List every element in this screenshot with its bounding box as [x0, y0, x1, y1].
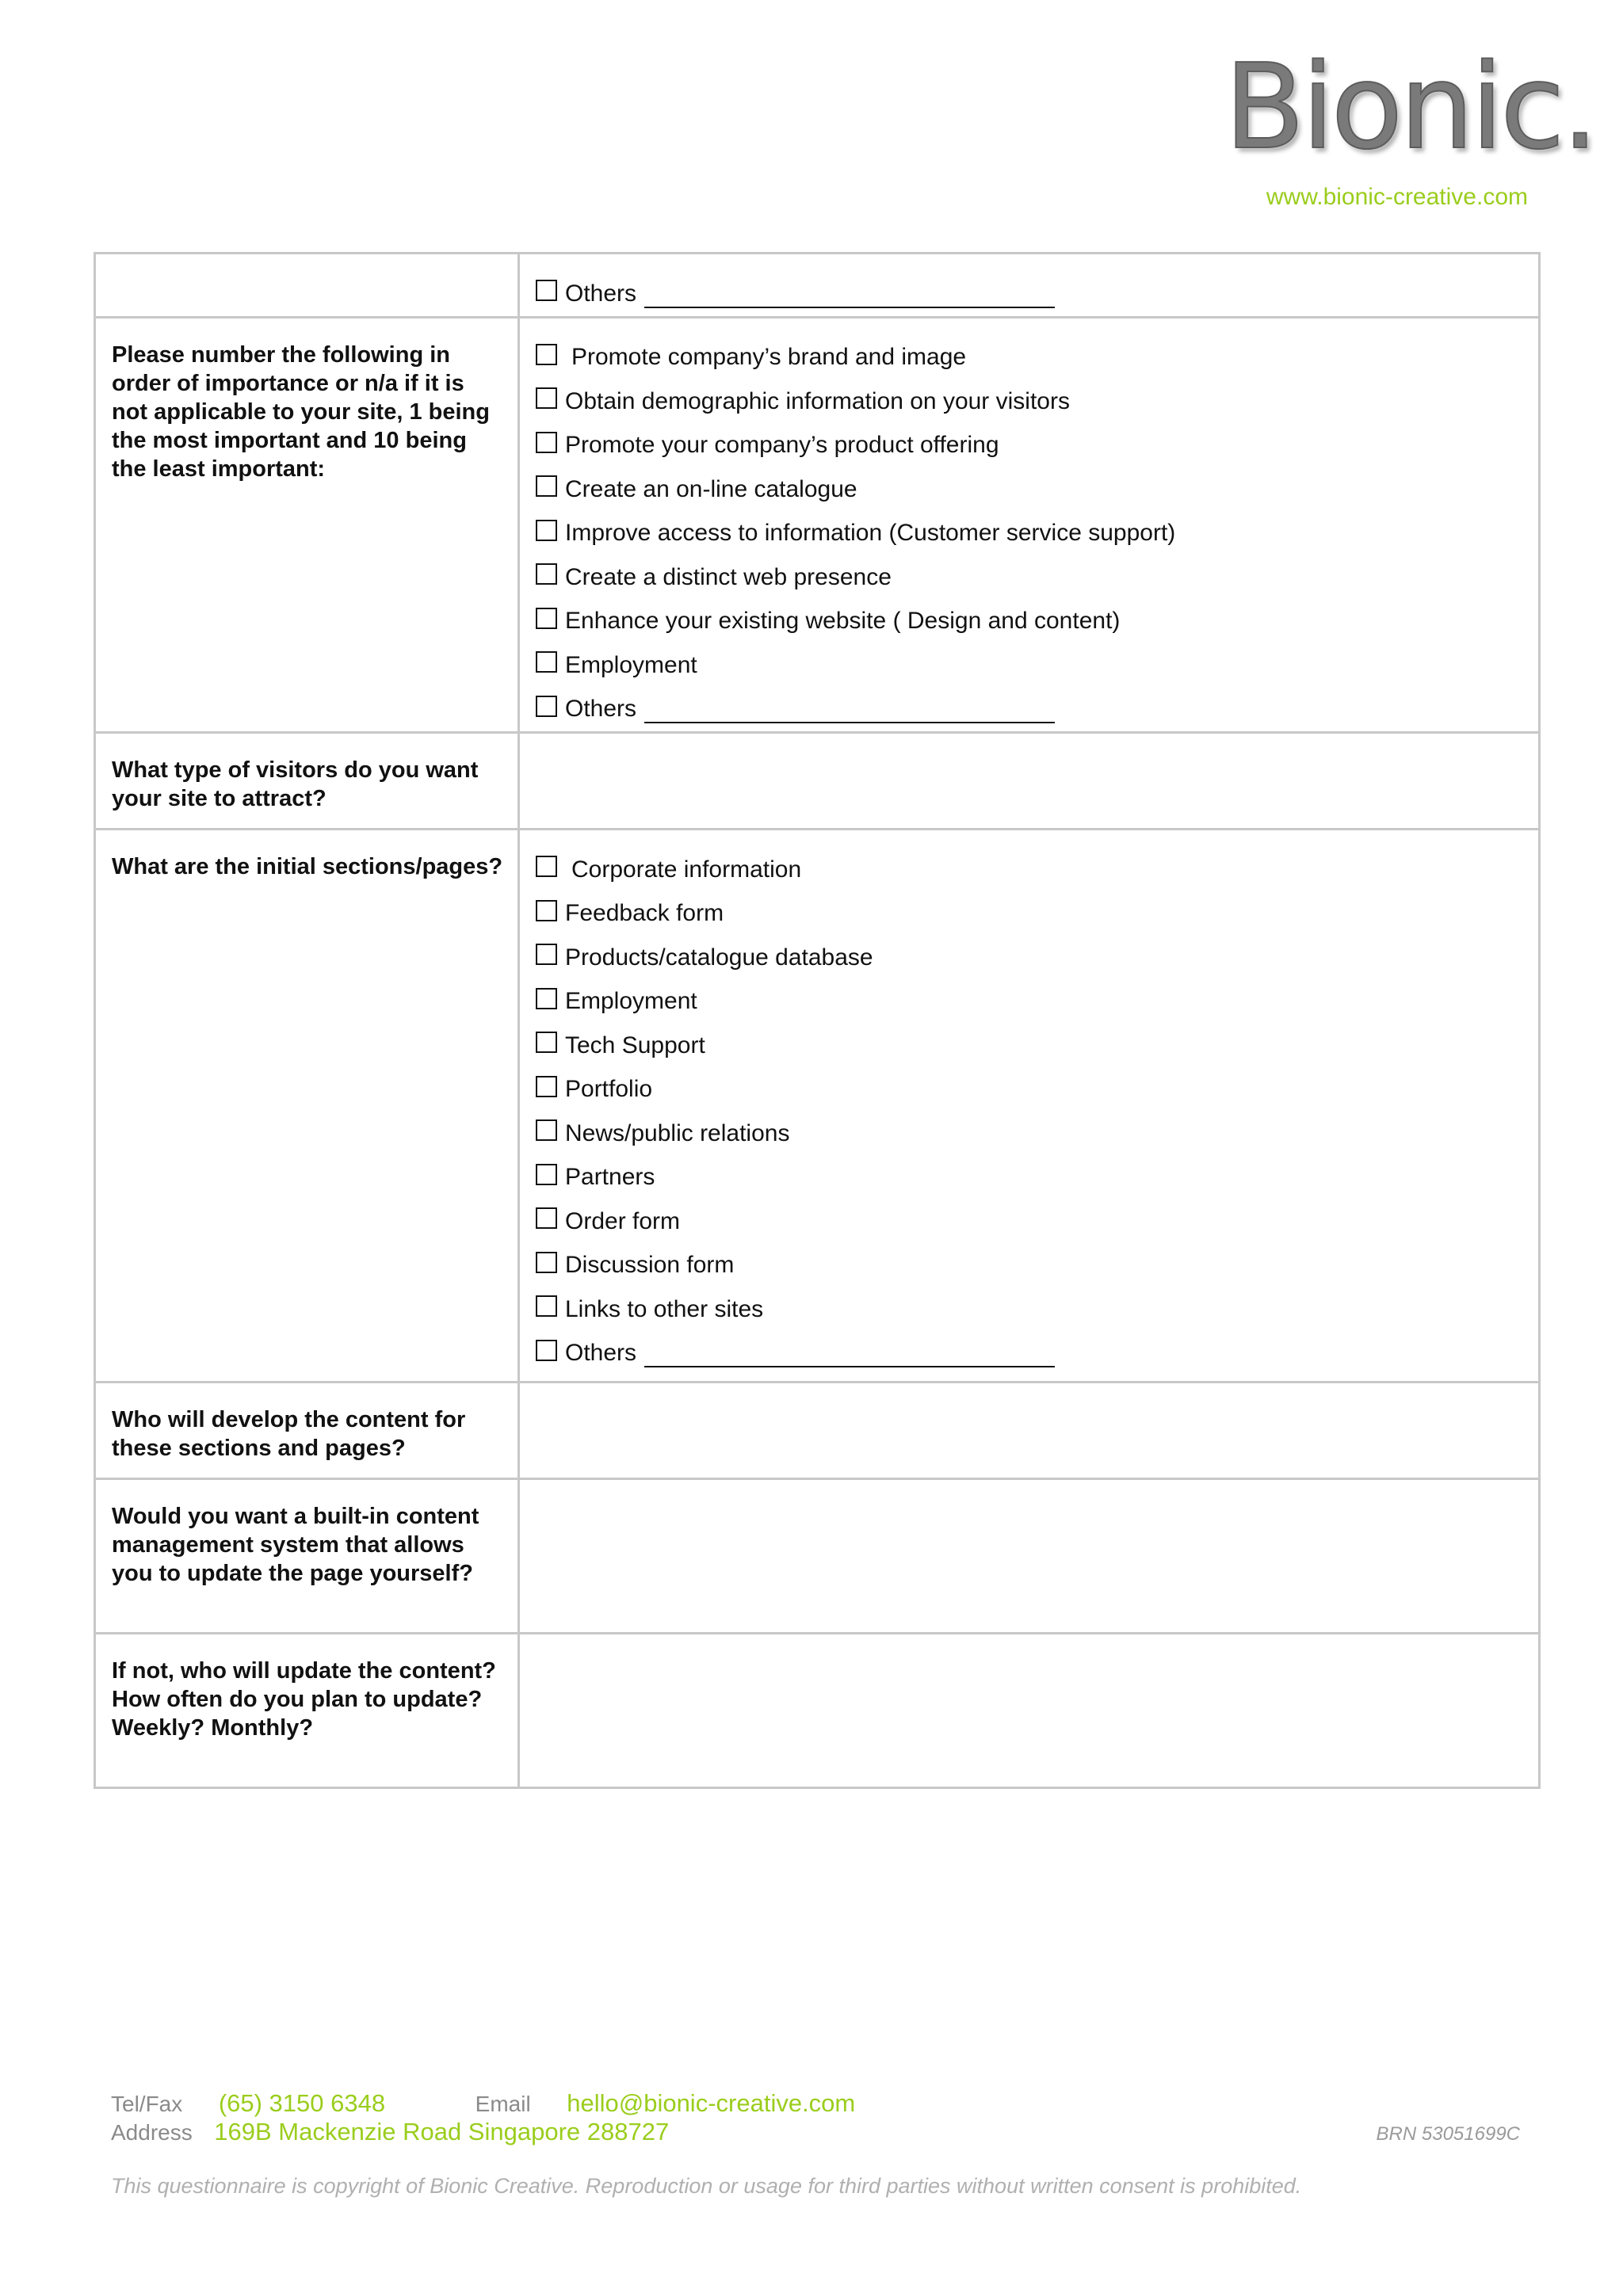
checkbox-icon[interactable]: [536, 432, 557, 453]
checkbox-icon[interactable]: [536, 1076, 557, 1097]
question-label: Who will develop the content for these sections and pages?: [95, 1383, 519, 1479]
question-label: [95, 254, 519, 318]
option-label: Others: [565, 696, 637, 723]
checkbox-icon[interactable]: [536, 387, 557, 409]
option-label: Others: [565, 280, 637, 307]
answer-cell[interactable]: [519, 1634, 1540, 1788]
email-label: Email: [475, 2092, 531, 2116]
answer-cell: [519, 830, 1540, 1383]
option-label: Portfolio: [565, 1076, 653, 1103]
checkbox-icon[interactable]: [536, 1119, 557, 1141]
option-label: Others: [565, 1340, 637, 1367]
bionic-logo: Bionic.: [1224, 39, 1596, 175]
checkbox-icon[interactable]: [536, 1340, 557, 1361]
email-value[interactable]: hello@bionic-creative.com: [567, 2089, 856, 2117]
checkbox-option[interactable]: [536, 936, 1538, 980]
checkbox-option[interactable]: [536, 1156, 1538, 1200]
option-label: Obtain demographic information on your visitors: [565, 387, 1070, 414]
checkbox-option[interactable]: [536, 272, 1538, 316]
checkbox-icon[interactable]: [536, 1207, 557, 1229]
questionnaire-table: [94, 252, 1541, 1789]
checkbox-option[interactable]: [536, 688, 1538, 732]
option-label: Improve access to information (Customer service support): [565, 520, 1176, 547]
question-row: [95, 830, 1540, 1383]
checkbox-option[interactable]: [536, 600, 1538, 644]
checkbox-icon[interactable]: [536, 900, 557, 921]
checkbox-icon[interactable]: [536, 696, 557, 717]
checkbox-icon[interactable]: [536, 563, 557, 585]
checkbox-option[interactable]: [536, 980, 1538, 1024]
option-label: Partners: [565, 1164, 655, 1191]
checkbox-option[interactable]: [536, 555, 1538, 600]
checkbox-option[interactable]: [536, 1332, 1538, 1376]
checkbox-option[interactable]: [536, 1024, 1538, 1068]
option-label: Promote company’s brand and image: [571, 344, 967, 371]
question-label: What type of visitors do you want your site to attract?: [95, 733, 519, 830]
answer-cell[interactable]: [519, 1479, 1540, 1634]
checkbox-icon[interactable]: [536, 988, 557, 1009]
checkbox-icon[interactable]: [536, 651, 557, 673]
tel-label: Tel/Fax: [111, 2092, 183, 2116]
question-row: [95, 733, 1540, 830]
question-row: [95, 254, 1540, 318]
option-label: Tech Support: [565, 1032, 705, 1058]
checkbox-option[interactable]: [536, 848, 1538, 892]
checkbox-option[interactable]: [536, 467, 1538, 512]
footer-address: [111, 2118, 669, 2146]
checkbox-option[interactable]: [536, 1112, 1538, 1156]
checkbox-icon[interactable]: [536, 608, 557, 629]
checkbox-option[interactable]: [536, 336, 1538, 380]
copyright-notice: This questionnaire is copyright of Bionic Creative. Reproduction or usage for third parties without written consent is prohibited.: [111, 2174, 1302, 2198]
question-label: Please number the following in order of importance or n/a if it is not applicable to your site, 1 being the most important and 10 being the least important:: [95, 317, 519, 733]
checkbox-option[interactable]: [536, 1244, 1538, 1288]
brn-number: BRN 53051699C: [1376, 2123, 1520, 2145]
option-label: Create a distinct web presence: [565, 563, 892, 590]
question-label: Would you want a built-in content management system that allows you to update the page yourself?: [95, 1479, 519, 1634]
question-row: [95, 317, 1540, 733]
checkbox-option[interactable]: [536, 643, 1538, 688]
checkbox-icon[interactable]: [536, 944, 557, 965]
checkbox-option[interactable]: [536, 892, 1538, 936]
checkbox-icon[interactable]: [536, 1032, 557, 1053]
checkbox-option[interactable]: [536, 512, 1538, 556]
option-label: News/public relations: [565, 1119, 790, 1146]
footer-contact: [111, 2089, 855, 2118]
checkbox-option[interactable]: [536, 424, 1538, 468]
answer-cell: [519, 254, 1540, 318]
option-label: Corporate information: [571, 856, 802, 883]
option-label: Order form: [565, 1207, 681, 1234]
answer-cell: [519, 317, 1540, 733]
option-label: Promote your company’s product offering: [565, 432, 999, 459]
question-row: [95, 1479, 1540, 1634]
checkbox-icon[interactable]: [536, 1164, 557, 1185]
checkbox-icon[interactable]: [536, 856, 557, 877]
option-label: Create an on-line catalogue: [565, 475, 857, 502]
option-label: Discussion form: [565, 1252, 735, 1279]
answer-cell[interactable]: [519, 1383, 1540, 1479]
checkbox-icon[interactable]: [536, 1295, 557, 1317]
option-label: Employment: [565, 988, 697, 1015]
checkbox-option[interactable]: [536, 1068, 1538, 1112]
option-label: Employment: [565, 651, 697, 678]
option-label: Links to other sites: [565, 1295, 764, 1322]
question-row: [95, 1634, 1540, 1788]
address-label: Address: [111, 2120, 193, 2145]
website-url[interactable]: www.bionic-creative.com: [1266, 184, 1528, 210]
question-label: What are the initial sections/pages?: [95, 830, 519, 1383]
checkbox-icon[interactable]: [536, 344, 557, 365]
fill-in-line[interactable]: [644, 701, 1055, 723]
checkbox-icon[interactable]: [536, 1252, 557, 1273]
question-label: If not, who will update the content? How often do you plan to update? Weekly? Monthly?: [95, 1634, 519, 1788]
fill-in-line[interactable]: [644, 286, 1055, 308]
checkbox-option[interactable]: [536, 1287, 1538, 1332]
checkbox-icon[interactable]: [536, 280, 557, 301]
checkbox-icon[interactable]: [536, 520, 557, 541]
option-label: Products/catalogue database: [565, 944, 873, 971]
fill-in-line[interactable]: [644, 1345, 1055, 1367]
checkbox-icon[interactable]: [536, 475, 557, 497]
option-label: Feedback form: [565, 900, 724, 927]
checkbox-option[interactable]: [536, 379, 1538, 424]
address-value: 169B Mackenzie Road Singapore 288727: [214, 2118, 670, 2145]
tel-value[interactable]: (65) 3150 6348: [218, 2089, 386, 2117]
checkbox-option[interactable]: [536, 1199, 1538, 1244]
answer-cell[interactable]: [519, 733, 1540, 830]
question-row: [95, 1383, 1540, 1479]
option-label: Enhance your existing website ( Design and content): [565, 608, 1121, 635]
